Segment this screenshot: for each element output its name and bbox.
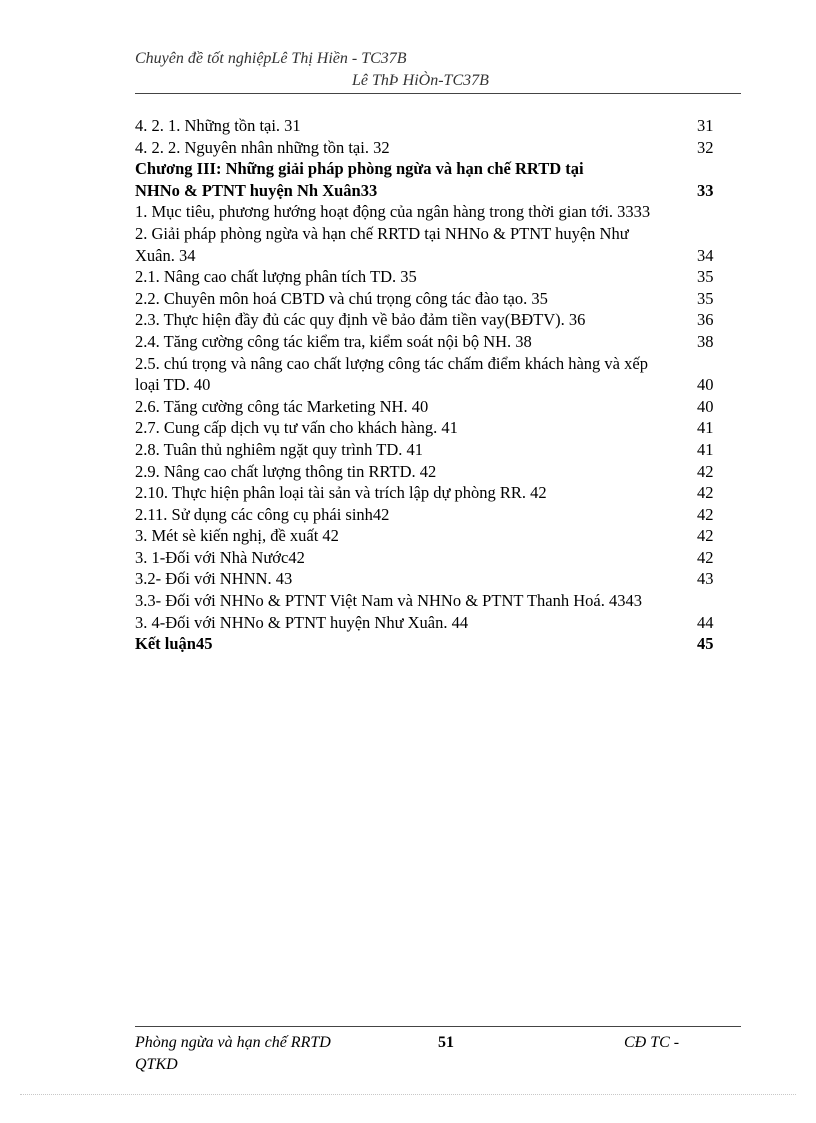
toc-entry-text: 2.11. Sử dụng các công cụ phái sinh42 — [135, 504, 390, 524]
toc-entry-text: 1. Mục tiêu, phương hướng hoạt động của ngân hàng trong thời gian tới. 3333 — [135, 202, 651, 222]
toc-entry-text: Xuân. 34 — [135, 245, 196, 265]
toc-entry — [135, 180, 741, 202]
toc-entry-text: 2.7. Cung cấp dịch vụ tư vấn cho khách hàng. 41 — [135, 418, 458, 438]
toc-entry — [135, 504, 741, 526]
toc-entry-page: 35 — [697, 267, 714, 287]
toc-entry-text: 2.3. Thực hiện đầy đủ các quy định về bảo đảm tiền vay(BĐTV). 36 — [135, 310, 586, 330]
toc-entry-text: 2.6. Tăng cường công tác Marketing NH. 40 — [135, 396, 429, 416]
toc-entry-text: NHNo & PTNT huyện Nh Xuân33 — [135, 180, 378, 200]
toc-entry-text: 3. Mét sè kiến nghị, đề xuất 42 — [135, 526, 339, 546]
toc-entry-text: loại TD. 40 — [135, 375, 211, 395]
toc-entry — [135, 158, 741, 180]
toc-entry-text: 2.2. Chuyên môn hoá CBTD và chú trọng công tác đào tạo. 35 — [135, 288, 548, 308]
toc-entry-text: 2.4. Tăng cường công tác kiểm tra, kiểm soát nội bộ NH. 38 — [135, 331, 532, 351]
toc-entry — [135, 245, 741, 267]
footer-topic-continued: QTKD — [135, 1056, 178, 1073]
toc-entry — [135, 201, 741, 223]
toc-entry — [135, 547, 741, 569]
toc-entry-text: 3.3- Đối với NHNo & PTNT Việt Nam và NHNo & PTNT Thanh Hoá. 4343 — [135, 591, 642, 611]
toc-entry-page: 40 — [697, 375, 714, 395]
toc-entry — [135, 482, 741, 504]
toc-entry-text: 4. 2. 2. Nguyên nhân những tồn tại. 32 — [135, 137, 390, 157]
toc-entry-page: 34 — [697, 245, 714, 265]
toc-entry-page: 42 — [697, 547, 714, 567]
toc-entry — [135, 417, 741, 439]
toc-entry-text: 2. Giải pháp phòng ngừa và hạn chế RRTD tại NHNo & PTNT huyện Như — [135, 223, 629, 243]
toc-entry — [135, 288, 741, 310]
header-divider — [135, 93, 741, 94]
toc-entry-text: 2.10. Thực hiện phân loại tài sản và trích lập dự phòng RR. 42 — [135, 483, 547, 503]
toc-entry — [135, 374, 741, 396]
toc-entry-text: 2.5. chú trọng và nâng cao chất lượng công tác chấm điểm khách hàng và xếp — [135, 353, 648, 373]
toc-entry — [135, 266, 741, 288]
toc-entry — [135, 353, 741, 375]
toc-entry — [135, 223, 741, 245]
toc-entry — [135, 137, 741, 159]
toc-entry-text: 2.8. Tuân thủ nghiêm ngặt quy trình TD. 41 — [135, 439, 423, 459]
toc-entry — [135, 612, 741, 634]
toc-entry-page: 41 — [697, 418, 714, 438]
table-of-contents — [135, 115, 741, 655]
toc-entry-page: 42 — [697, 483, 714, 503]
footer-class: CĐ TC - — [624, 1034, 680, 1051]
toc-entry — [135, 331, 741, 353]
footer-topic: Phòng ngừa và hạn chế RRTD — [135, 1034, 331, 1051]
toc-entry-page: 44 — [697, 612, 714, 632]
toc-entry-page: 45 — [697, 634, 714, 654]
header-title: Chuyên đề tốt nghiệpLê Thị Hiền - TC37B — [135, 50, 407, 67]
toc-entry-page: 41 — [697, 439, 714, 459]
toc-entry-text: 4. 2. 1. Những tồn tại. 31 — [135, 116, 301, 135]
toc-entry-text: 3.2- Đối với NHNN. 43 — [135, 569, 293, 589]
toc-entry-page: 42 — [697, 461, 714, 481]
page-bottom-border — [20, 1094, 796, 1095]
toc-entry-page: 40 — [697, 396, 714, 416]
header-author: Lê ThÞ HiÒn-TC37B — [352, 72, 489, 89]
toc-entry — [135, 568, 741, 590]
toc-entry-page: 42 — [697, 526, 714, 546]
toc-entry-text: Chương III: Những giải pháp phòng ngừa và hạn chế RRTD tại — [135, 159, 584, 179]
toc-entry — [135, 309, 741, 331]
toc-entry-page: 32 — [697, 137, 714, 157]
toc-entry-page: 43 — [697, 569, 714, 589]
toc-entry-page: 42 — [697, 504, 714, 524]
toc-entry-text: 3. 1-Đối với Nhà Nước42 — [135, 547, 305, 567]
toc-entry-page: 31 — [697, 116, 714, 135]
toc-entry — [135, 115, 741, 137]
toc-entry-text: Kết luận45 — [135, 634, 213, 654]
toc-entry-page: 35 — [697, 288, 714, 308]
page-number: 51 — [438, 1034, 454, 1051]
toc-entry — [135, 461, 741, 483]
toc-entry-page: 36 — [697, 310, 714, 330]
toc-entry-text: 2.9. Nâng cao chất lượng thông tin RRTD. 42 — [135, 461, 437, 481]
toc-entry — [135, 590, 741, 612]
toc-entry — [135, 633, 741, 655]
toc-entry-page: 33 — [697, 180, 714, 200]
toc-entry-page: 38 — [697, 331, 714, 351]
toc-entry — [135, 439, 741, 461]
footer-divider — [135, 1026, 741, 1027]
toc-entry-text: 2.1. Nâng cao chất lượng phân tích TD. 35 — [135, 267, 417, 287]
toc-entry — [135, 525, 741, 547]
toc-entry-text: 3. 4-Đối với NHNo & PTNT huyện Như Xuân. 44 — [135, 612, 469, 632]
toc-entry — [135, 396, 741, 418]
